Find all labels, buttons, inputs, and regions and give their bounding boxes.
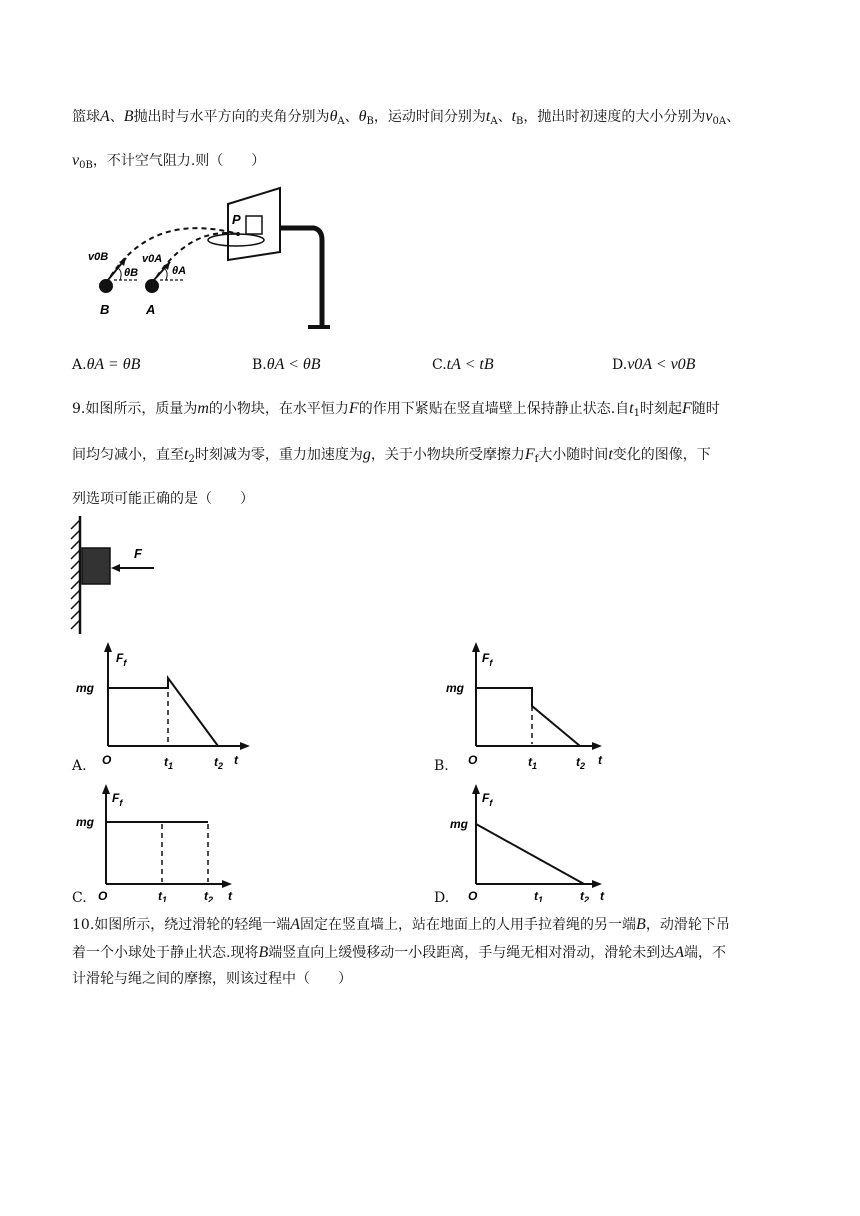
label-theta-b: θB — [124, 267, 139, 279]
wall-hatching — [71, 520, 80, 629]
graph-c-mg-label: mg — [76, 815, 94, 829]
graph-c-t-label: t — [228, 889, 232, 902]
q10-line-2: 着一个小球处于静止状态.现将B端竖直向上缓慢移动一小段距离，手与绳无相对滑动，滑轮未到达A端，不 — [72, 944, 727, 961]
graph-b-ff-label: $F_f$ — [482, 651, 493, 668]
graph-b-curve — [476, 688, 580, 746]
q9-line-1: 9.如图所示，质量为m的小物块，在水平恒力F的作用下紧贴在竖直墙壁上保持静止状态.自$t_1$时刻起F随时 — [72, 400, 720, 419]
graph-b-y-arrow — [472, 642, 480, 652]
graph-d-ff-label: $F_f$ — [482, 791, 493, 808]
graph-a-origin-label: O — [102, 753, 112, 767]
graph-d-t-label: t — [600, 889, 604, 902]
graph-c-t1-label: $t_1$ — [158, 889, 168, 902]
q8-option-a[interactable]: A.θA = θB — [72, 356, 141, 373]
graph-b-t1-label: $t_1$ — [528, 755, 538, 771]
backboard-square — [246, 216, 262, 234]
angle-arc-a — [164, 268, 167, 280]
graph-a — [72, 640, 262, 776]
graph-a-ff-label: $F_f$ — [116, 651, 127, 668]
graph-b — [446, 640, 616, 776]
graph-d-option[interactable]: D. — [434, 890, 450, 906]
graph-c-y-arrow — [102, 784, 110, 794]
label-b: B — [100, 302, 110, 317]
graph-d-curve — [476, 824, 584, 884]
graph-d — [450, 780, 620, 902]
graph-c-ff-label: $F_f$ — [112, 791, 123, 808]
graph-a-x-arrow — [240, 742, 250, 750]
q8-option-b[interactable]: B.θA < θB — [252, 356, 321, 373]
graph-d-x-arrow — [592, 880, 602, 888]
q8-basketball-figure — [68, 180, 338, 332]
graph-a-t-label: t — [234, 753, 238, 767]
graph-b-t2-label: $t_2$ — [576, 755, 586, 771]
graph-a-option[interactable]: A. — [72, 758, 87, 774]
graph-c-origin-label: O — [98, 889, 108, 902]
q9-block-wall-figure — [68, 514, 168, 636]
label-v0a: v0A — [142, 253, 163, 265]
graph-a-t1-label: $t_1$ — [164, 755, 174, 771]
graph-d-origin-label: O — [468, 889, 478, 902]
graph-d-y-arrow — [472, 784, 480, 794]
q8-line-2: $v_{0B}$，不计空气阻力.则（ ） — [72, 152, 266, 171]
graph-b-t-label: t — [598, 753, 602, 767]
graph-d-t2-label: $t_2$ — [580, 889, 590, 902]
ball-a — [145, 279, 159, 293]
angle-arc-b — [118, 268, 121, 280]
hoop-rim — [208, 234, 264, 246]
q8-line-1: 篮球A、B抛出时与水平方向的夹角分别为$\theta_A$、$\theta_B$，运动时间分别为$t_A$、$t_B$，抛出时初速度的大小分别为$v_{0A}$、 — [72, 108, 741, 127]
graph-c-x-arrow — [222, 880, 232, 888]
q8-option-c[interactable]: C.tA < tB — [432, 356, 494, 373]
block — [82, 548, 110, 584]
label-p: P — [232, 212, 241, 227]
ball-b — [99, 279, 113, 293]
graph-a-t2-label: $t_2$ — [214, 755, 224, 771]
graph-b-option[interactable]: B. — [434, 758, 449, 774]
graph-c-t2-label: $t_2$ — [204, 889, 214, 902]
graph-c-option[interactable]: C. — [72, 890, 87, 906]
label-force-f: F — [134, 546, 142, 561]
hoop-pole — [280, 228, 322, 326]
q9-line-3: 列选项可能正确的是（ ） — [72, 491, 254, 507]
graph-d-mg-label: mg — [450, 817, 468, 831]
graph-b-mg-label: mg — [446, 681, 464, 695]
graph-c — [72, 780, 252, 902]
graph-a-y-arrow — [104, 642, 112, 652]
graph-d-t1-label: $t_1$ — [534, 889, 544, 902]
graph-a-curve — [108, 678, 218, 746]
graph-b-origin-label: O — [468, 753, 478, 767]
q8-option-d[interactable]: D.v0A < v0B — [612, 356, 696, 373]
q10-line-1: 10.如图所示，绕过滑轮的轻绳一端A固定在竖直墙上，站在地面上的人用手拉着绳的另一端B，动滑轮下吊 — [72, 916, 730, 933]
q10-line-3: 计滑轮与绳之间的摩擦，则该过程中（ ） — [72, 971, 352, 987]
graph-b-x-arrow — [592, 742, 602, 750]
force-arrowhead — [111, 564, 120, 572]
graph-a-mg-label: mg — [76, 681, 94, 695]
q9-line-2: 间均匀减小，直至$t_2$时刻减为零，重力加速度为g，关于小物块所受摩擦力$F_f$大小随时间t变化的图像，下 — [72, 446, 711, 465]
trajectory-a — [152, 233, 238, 284]
label-theta-a: θA — [172, 265, 187, 277]
label-a: A — [146, 302, 156, 317]
label-v0b: v0B — [88, 251, 109, 263]
